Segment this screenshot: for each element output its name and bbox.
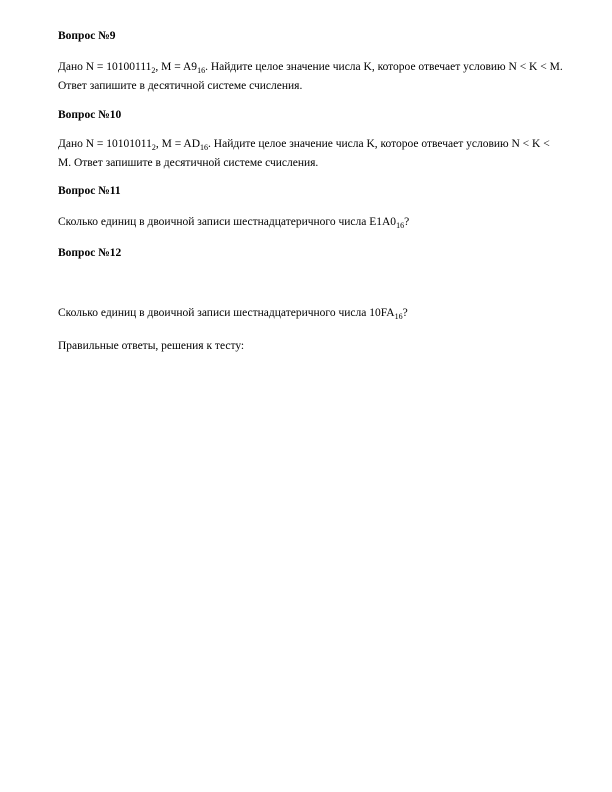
question-12-base: 16 (394, 312, 403, 321)
question-10-n-base: 2 (151, 143, 156, 152)
question-11-text-prefix: Сколько единиц в двоичной записи шестнадцатеричного числа E1A0 (58, 216, 397, 228)
question-12-heading: Вопрос №12 (58, 247, 122, 259)
question-10-m-base: 16 (200, 143, 209, 152)
answers-label: Правильные ответы, решения к тесту: (58, 340, 245, 352)
question-9-m-base: 16 (197, 66, 206, 75)
question-10-text-line-1 (58, 137, 550, 151)
question-11-base: 16 (396, 221, 405, 230)
question-9-heading: Вопрос №9 (58, 30, 116, 42)
question-9-n-base: 2 (151, 66, 156, 75)
question-9-text-line-1 (58, 60, 563, 74)
question-10-text-prefix: Дано N = 10101011 (58, 138, 152, 150)
question-10-text-mid: , M = AD (155, 138, 201, 150)
question-10-text-suffix: . Найдите целое значение числа K, которое отвечает условию N < K < (208, 138, 550, 150)
question-11-heading: Вопрос №11 (58, 185, 121, 197)
question-10-text-line-2: M. Ответ запишите в десятичной системе счисления. (58, 157, 319, 169)
question-11-text-suffix: ? (404, 216, 410, 228)
question-9-text-line-2: Ответ запишите в десятичной системе счисления. (58, 80, 303, 92)
question-12-text-prefix: Сколько единиц в двоичной записи шестнадцатеричного числа 10FA (58, 307, 395, 319)
question-9-text-suffix: . Найдите целое значение числа K, которое отвечает условию N < K < M. (205, 61, 563, 73)
question-9-text-prefix: Дано N = 10100111 (58, 61, 152, 73)
question-9-text-mid: , M = A9 (155, 61, 198, 73)
question-12-text-suffix: ? (402, 307, 408, 319)
question-12-text (58, 306, 408, 320)
question-11-text (58, 215, 409, 229)
question-10-heading: Вопрос №10 (58, 109, 122, 121)
